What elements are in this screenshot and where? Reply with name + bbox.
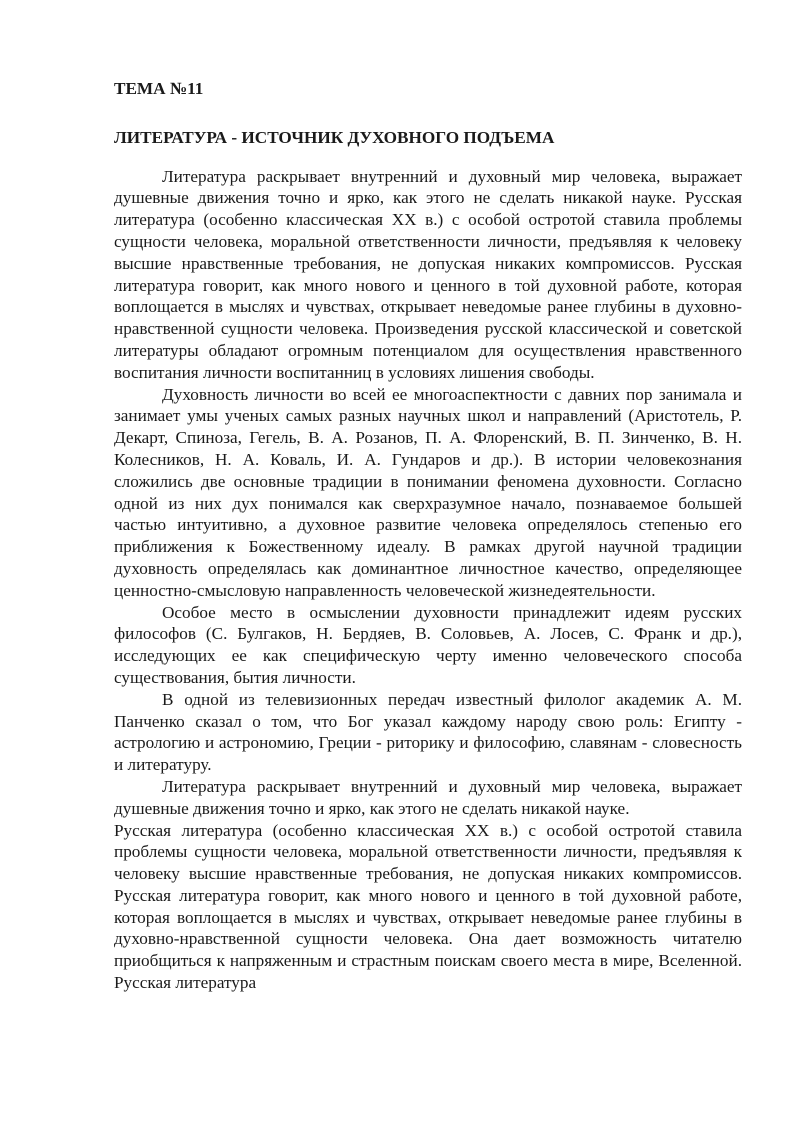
paragraph-4: В одной из телевизионных передач известный филолог академик А. М. Панченко сказал о том, что Бог указал каждому народу свою роль: Египту - астрологию и астрономию, Греции - риторику и философию, славянам - словесность и литературу.	[114, 689, 742, 775]
paragraph-1: Литература раскрывает внутренний и духовный мир человека, выражает душевные движения точно и ярко, как этого не сделать никакой науке. Русская литература (особенно классическая XX в.) с особой остротой ставила проблемы сущности человека, моральной ответственности личности, предъявляя к человеку высшие нравственные требования, не допуская никаких компромиссов. Русская литература говорит, как много нового и ценного в той духовной работе, которая воплощается в мыслях и чувствах, открывает неведомые ранее глубины в духовно-нравственной сущности человека. Произведения русской классической и советской литературы обладают огромным потенциалом для осуществления нравственного воспитания личности воспитанниц в условиях лишения свободы.	[114, 166, 742, 382]
paragraph-5: Литература раскрывает внутренний и духовный мир человека, выражает душевные движения точно и ярко, как этого не сделать никакой науке.	[114, 776, 742, 818]
paragraph-6: Русская литература (особенно классическая XX в.) с особой остротой ставила проблемы сущности человека, моральной ответственности личности, предъявляя к человеку высшие нравственные требования, не допуская никаких компромиссов. Русская литература говорит, как много нового и ценного в той духовной работе, которая воплощается в мыслях и чувствах, открывает неведомые ранее глубины в духовно-нравственной сущности человека. Она дает возможность читателю приобщиться к напряженным и страстным поискам своего места в мире, Вселенной. Русская литература	[114, 820, 742, 993]
paragraph-3: Особое место в осмыслении духовности принадлежит идеям русских философов (С. Булгаков, Н. Бердяев, В. Соловьев, А. Лосев, С. Франк и др.), исследующих ее как специфическую черту именно человеческого способа существования, бытия личности.	[114, 602, 742, 687]
topic-heading: ТЕМА №11	[114, 79, 204, 98]
document-title: ЛИТЕРАТУРА - ИСТОЧНИК ДУХОВНОГО ПОДЪЕМА	[114, 127, 555, 147]
document-page	[114, 72, 742, 994]
paragraph-2: Духовность личности во всей ее многоаспектности с давних пор занимала и занимает умы ученых самых разных научных школ и направлений (Аристотель, Р. Декарт, Спиноза, Гегель, В. А. Розанов, П. А. Флоренский, В. П. Зинченко, В. Н. Колесников, Н. А. Коваль, И. А. Гундаров и др.). В истории человекознания сложились две основные традиции в понимании феномена духовности. Согласно одной из них дух понимался как сверхразумное начало, познаваемое большей частью интуитивно, а духовное развитие человека определялось степенью его приближения к Божественному идеалу. В рамках другой научной традиции духовность определялась как доминантное личностное качество, определяющее ценностно-смысловую направленность человеческой жизнедеятельности.	[114, 384, 742, 600]
